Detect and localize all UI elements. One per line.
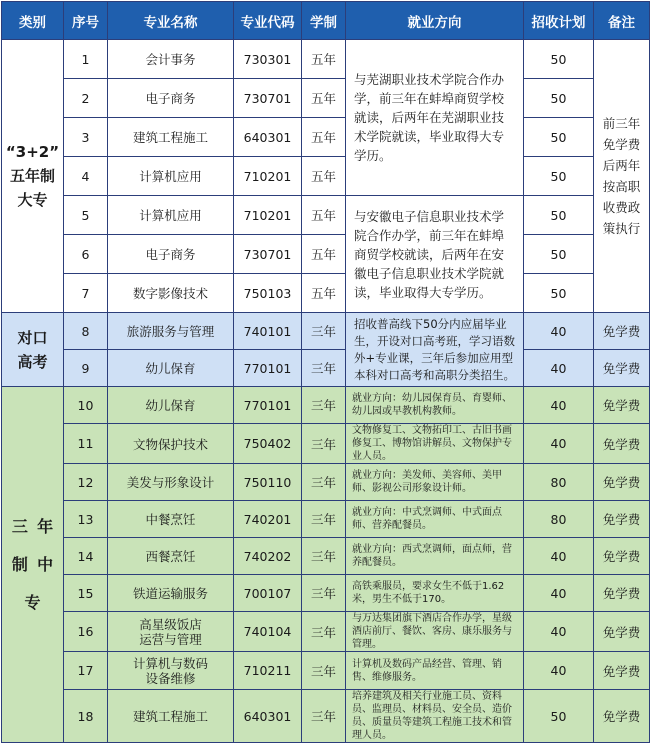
major-name-line: 运营与管理 — [139, 631, 202, 647]
duration: 三年 — [302, 612, 346, 652]
table-row — [2, 350, 650, 387]
table-row — [2, 501, 650, 538]
remarks: 免学费 — [594, 575, 650, 612]
duration: 三年 — [302, 690, 346, 743]
row-number: 10 — [64, 387, 108, 424]
major-name — [108, 652, 234, 690]
duration: 三年 — [302, 464, 346, 501]
employment-direction: 与万达集团旗下酒店合作办学，星级酒店前厅、餐饮、客房、康乐服务与管理。 — [346, 612, 524, 652]
header-remarks: 备注 — [594, 2, 650, 40]
row-number: 11 — [64, 424, 108, 464]
remarks: 免学费 — [594, 313, 650, 350]
employment-direction: 计算机及数码产品经营、管理、销售、维修服务。 — [346, 652, 524, 690]
enrollment-plan: 40 — [524, 652, 594, 690]
row-number: 8 — [64, 313, 108, 350]
row-number: 17 — [64, 652, 108, 690]
category-line: “3+2” — [5, 143, 60, 161]
employment-direction: 文物修复工、文物拓印工、古旧书画修复工、博物馆讲解员、文物保护专业人员。 — [346, 424, 524, 464]
major-name: 旅游服务与管理 — [108, 313, 234, 350]
remarks: 免学费 — [594, 387, 650, 424]
major-code: 710201 — [234, 157, 302, 196]
duration: 五年 — [302, 235, 346, 274]
major-name-line: 设备维修 — [145, 670, 196, 686]
table-row — [2, 196, 650, 235]
employment-direction: 高铁乘服员，要求女生不低于1.62米，男生不低于170。 — [346, 575, 524, 612]
category-line: 大专 — [17, 191, 48, 209]
major-code: 750402 — [234, 424, 302, 464]
major-code: 730701 — [234, 235, 302, 274]
major-name: 美发与形象设计 — [108, 464, 234, 501]
major-code: 750110 — [234, 464, 302, 501]
major-code: 710211 — [234, 652, 302, 690]
enrollment-plan: 80 — [524, 464, 594, 501]
table-row — [2, 652, 650, 690]
table-row — [2, 464, 650, 501]
header-major-name: 专业名称 — [108, 2, 234, 40]
enrollment-plan: 50 — [524, 79, 594, 118]
header-number: 序号 — [64, 2, 108, 40]
major-name: 电子商务 — [108, 235, 234, 274]
duration: 三年 — [302, 652, 346, 690]
major-code: 730301 — [234, 40, 302, 79]
enrollment-plan: 40 — [524, 612, 594, 652]
table-row — [2, 538, 650, 575]
employment-direction: 就业方向：美发师、美容师、美甲师、影视公司形象设计师。 — [346, 464, 524, 501]
row-number: 9 — [64, 350, 108, 387]
employment-direction: 就业方向：幼儿园保育员、育婴师、幼儿园或早教机构教师。 — [346, 387, 524, 424]
table-row — [2, 690, 650, 743]
category-char: 专 — [24, 592, 41, 612]
major-code: 750103 — [234, 274, 302, 313]
category-char: 三 — [11, 516, 28, 536]
major-code: 640301 — [234, 118, 302, 157]
enrollment-plan: 50 — [524, 157, 594, 196]
major-code: 740101 — [234, 313, 302, 350]
enrollment-plan: 50 — [524, 235, 594, 274]
major-code: 710201 — [234, 196, 302, 235]
employment-direction: 与安徽电子信息职业技术学院合作办学，前三年在蚌埠商贸学校就读，后两年在安徽电子信息职业技术学院就读，毕业取得大专学历。 — [346, 196, 524, 313]
duration: 五年 — [302, 40, 346, 79]
table-row — [2, 118, 650, 157]
major-name: 数字影像技术 — [108, 274, 234, 313]
remarks: 免学费 — [594, 350, 650, 387]
duration: 五年 — [302, 274, 346, 313]
row-number: 6 — [64, 235, 108, 274]
table-row — [2, 40, 650, 79]
table-row — [2, 235, 650, 274]
note-line: 免学费 — [602, 137, 641, 152]
major-name: 文物保护技术 — [108, 424, 234, 464]
major-code: 770101 — [234, 350, 302, 387]
table-row — [2, 387, 650, 424]
enrollment-plan: 50 — [524, 118, 594, 157]
major-name: 建筑工程施工 — [108, 118, 234, 157]
category-line: 五年制 — [9, 167, 55, 185]
major-name: 计算机应用 — [108, 196, 234, 235]
header-enrollment-plan: 招收计划 — [524, 2, 594, 40]
duration: 三年 — [302, 501, 346, 538]
major-name-line: 高星级饭店 — [139, 616, 202, 632]
major-name-line: 计算机与数码 — [132, 655, 208, 671]
header-category: 类别 — [2, 2, 64, 40]
remarks: 免学费 — [594, 690, 650, 743]
duration: 三年 — [302, 424, 346, 464]
duration: 五年 — [302, 79, 346, 118]
major-name: 幼儿保育 — [108, 387, 234, 424]
enrollment-plan: 40 — [524, 313, 594, 350]
row-number: 7 — [64, 274, 108, 313]
row-number: 15 — [64, 575, 108, 612]
row-number: 1 — [64, 40, 108, 79]
note-line: 策执行 — [602, 221, 641, 236]
duration: 三年 — [302, 387, 346, 424]
note-line: 后两年 — [602, 158, 641, 173]
table-row — [2, 313, 650, 350]
remarks: 免学费 — [594, 652, 650, 690]
employment-direction: 与芜湖职业技术学院合作办学，前三年在蚌埠商贸学校就读，后两年在芜湖职业技术学院就读，毕业取得大专学历。 — [346, 40, 524, 196]
remarks: 免学费 — [594, 424, 650, 464]
category-three-year-secondary — [2, 387, 64, 743]
note-line: 按高职 — [602, 179, 641, 194]
duration: 五年 — [302, 118, 346, 157]
header-duration: 学制 — [302, 2, 346, 40]
enrollment-plan: 50 — [524, 196, 594, 235]
table-header-row — [2, 2, 650, 40]
major-code: 740202 — [234, 538, 302, 575]
enrollment-table — [1, 1, 650, 743]
table-row — [2, 575, 650, 612]
category-line: 高考 — [17, 352, 48, 371]
employment-direction: 招收普高线下50分内应届毕业生，开设对口高考班，学习语数外+专业课，三年后参加应用型本科对口高考和高职分类招生。 — [346, 313, 524, 387]
enrollment-plan: 80 — [524, 501, 594, 538]
major-name: 计算机应用 — [108, 157, 234, 196]
major-code: 730701 — [234, 79, 302, 118]
row-number: 2 — [64, 79, 108, 118]
table-row — [2, 157, 650, 196]
duration: 三年 — [302, 350, 346, 387]
employment-direction: 就业方向：西式烹调师，面点师，营养配餐员。 — [346, 538, 524, 575]
table-row — [2, 79, 650, 118]
major-name: 中餐烹饪 — [108, 501, 234, 538]
enrollment-plan: 40 — [524, 575, 594, 612]
row-number: 14 — [64, 538, 108, 575]
duration: 三年 — [302, 575, 346, 612]
row-number: 12 — [64, 464, 108, 501]
employment-direction: 就业方向：中式烹调师、中式面点师、营养配餐员。 — [346, 501, 524, 538]
note-line: 收费政 — [602, 200, 641, 215]
header-employment-direction: 就业方向 — [346, 2, 524, 40]
table-row — [2, 274, 650, 313]
category-dual-exam — [2, 313, 64, 387]
enrollment-plan: 40 — [524, 538, 594, 575]
enrollment-plan: 50 — [524, 40, 594, 79]
duration: 五年 — [302, 157, 346, 196]
note-line: 前三年 — [602, 116, 641, 131]
remarks-five-year — [594, 40, 650, 313]
row-number: 18 — [64, 690, 108, 743]
enrollment-plan: 40 — [524, 424, 594, 464]
enrollment-table-page — [1, 1, 641, 744]
enrollment-plan: 40 — [524, 350, 594, 387]
duration: 三年 — [302, 313, 346, 350]
duration: 三年 — [302, 538, 346, 575]
major-name: 铁道运输服务 — [108, 575, 234, 612]
major-name: 建筑工程施工 — [108, 690, 234, 743]
row-number: 4 — [64, 157, 108, 196]
major-name: 幼儿保育 — [108, 350, 234, 387]
table-row — [2, 612, 650, 652]
category-char: 中 — [37, 554, 54, 574]
remarks: 免学费 — [594, 612, 650, 652]
category-char: 年 — [37, 516, 54, 536]
major-name: 电子商务 — [108, 79, 234, 118]
major-code: 770101 — [234, 387, 302, 424]
major-name — [108, 612, 234, 652]
employment-direction: 培养建筑及相关行业施工员、资料员、监理员、材料员、安全员、造价员、质量员等建筑工程施工技术和管理人员。 — [346, 690, 524, 743]
remarks: 免学费 — [594, 501, 650, 538]
category-five-year — [2, 40, 64, 313]
row-number: 13 — [64, 501, 108, 538]
header-major-code: 专业代码 — [234, 2, 302, 40]
enrollment-plan: 50 — [524, 690, 594, 743]
major-code: 740201 — [234, 501, 302, 538]
table-row — [2, 424, 650, 464]
row-number: 5 — [64, 196, 108, 235]
row-number: 3 — [64, 118, 108, 157]
major-name: 西餐烹饪 — [108, 538, 234, 575]
row-number: 16 — [64, 612, 108, 652]
enrollment-plan: 50 — [524, 274, 594, 313]
duration: 五年 — [302, 196, 346, 235]
category-line: 对口 — [17, 328, 48, 347]
major-code: 740104 — [234, 612, 302, 652]
enrollment-plan: 40 — [524, 387, 594, 424]
major-code: 700107 — [234, 575, 302, 612]
category-char: 制 — [11, 554, 28, 574]
major-code: 640301 — [234, 690, 302, 743]
remarks: 免学费 — [594, 464, 650, 501]
major-name: 会计事务 — [108, 40, 234, 79]
remarks: 免学费 — [594, 538, 650, 575]
